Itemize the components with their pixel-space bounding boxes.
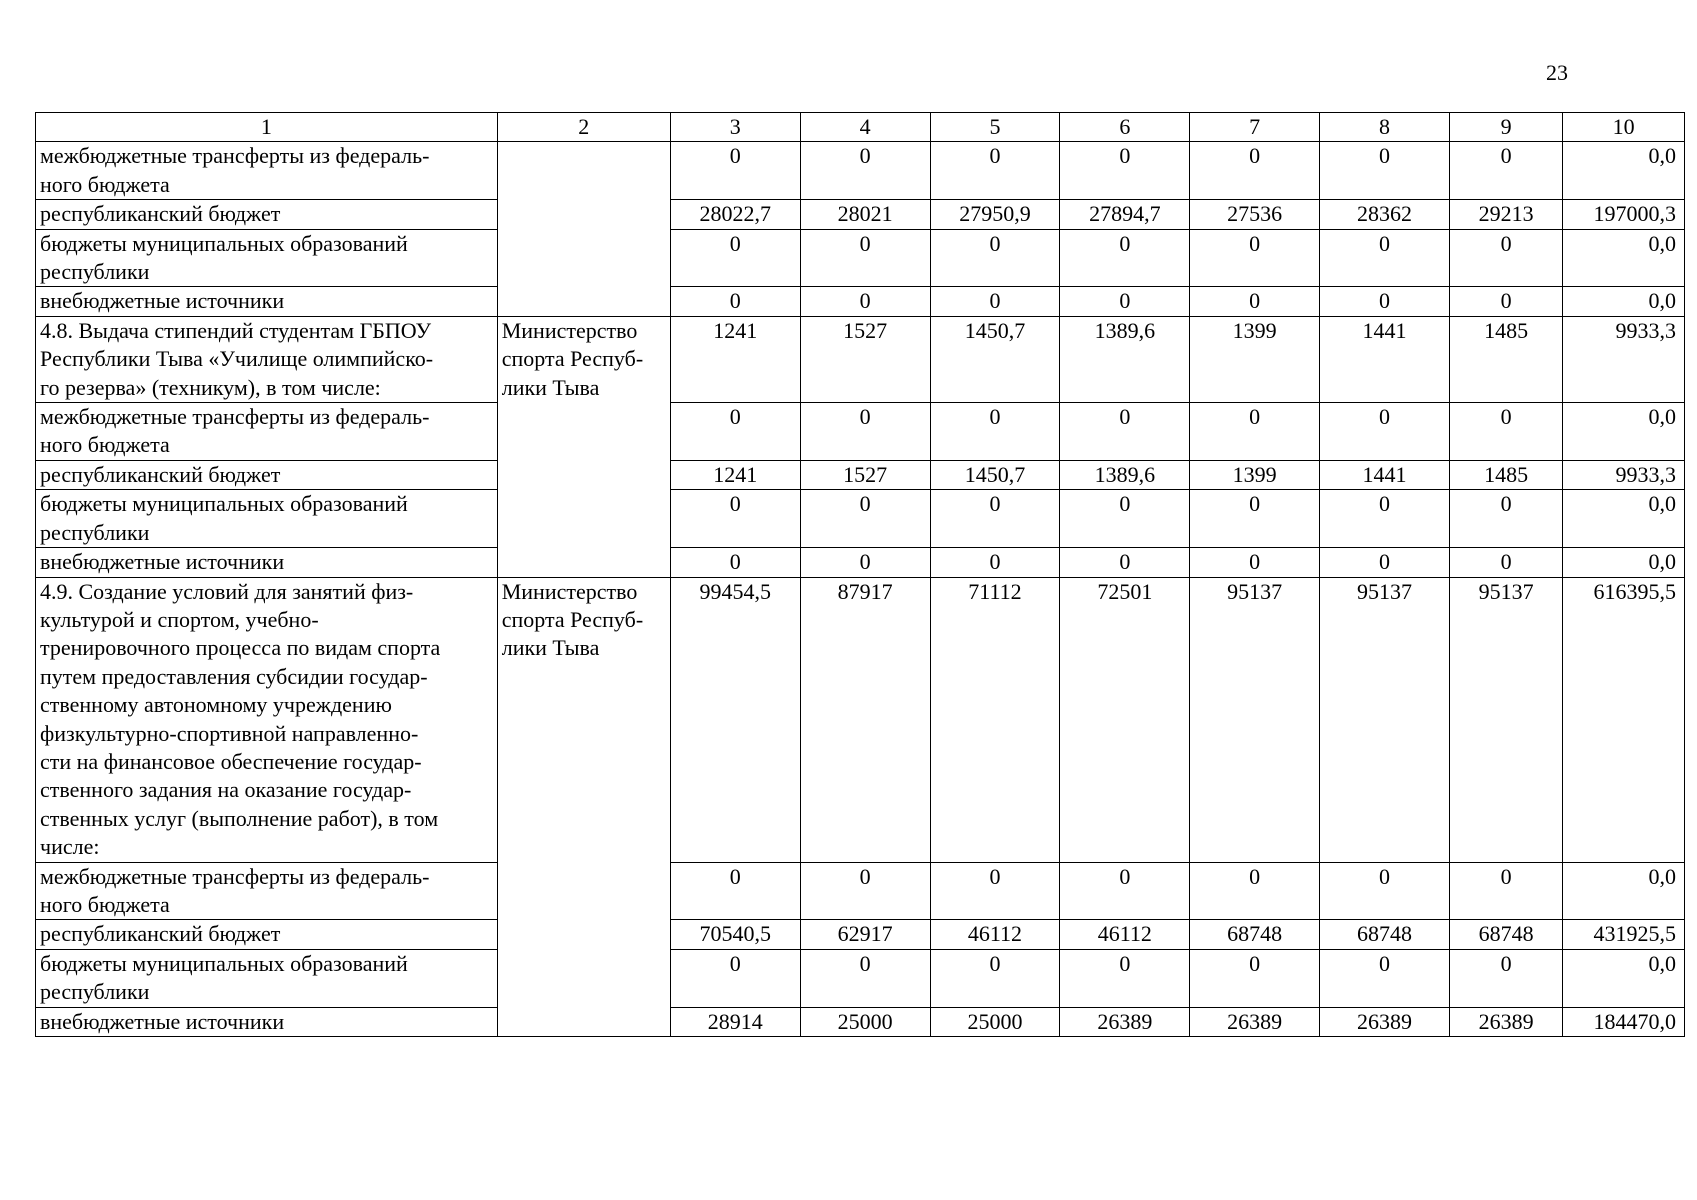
value-cell: 0 — [1449, 862, 1562, 920]
table-row — [36, 490, 1685, 548]
value-cell: 26389 — [1060, 1007, 1190, 1036]
table-row — [36, 403, 1685, 461]
value-cell: 95137 — [1320, 577, 1450, 862]
value-cell: 0,0 — [1563, 287, 1685, 316]
value-cell: 28022,7 — [670, 200, 800, 229]
value-cell: 0 — [800, 548, 930, 577]
table-row — [36, 142, 1685, 200]
value-cell: 0 — [930, 287, 1060, 316]
value-cell: 0 — [930, 229, 1060, 287]
row-label: республиканский бюджет — [36, 460, 498, 489]
value-cell: 616395,5 — [1563, 577, 1685, 862]
value-cell: 0 — [1060, 862, 1190, 920]
value-cell: 0 — [930, 862, 1060, 920]
table-row — [36, 1007, 1685, 1036]
table-row — [36, 548, 1685, 577]
value-cell: 0 — [1449, 142, 1562, 200]
value-cell: 0 — [1190, 142, 1320, 200]
row-label: республиканский бюджет — [36, 920, 498, 949]
value-cell: 0 — [1449, 287, 1562, 316]
value-cell: 0,0 — [1563, 949, 1685, 1007]
responsible-executor: Министерство спорта Респуб- лики Тыва — [497, 577, 670, 1037]
value-cell: 1527 — [800, 316, 930, 402]
value-cell: 0 — [670, 403, 800, 461]
value-cell: 0,0 — [1563, 142, 1685, 200]
value-cell: 95137 — [1449, 577, 1562, 862]
column-header-7: 7 — [1190, 113, 1320, 142]
value-cell: 28021 — [800, 200, 930, 229]
value-cell: 0 — [1449, 490, 1562, 548]
table-row — [36, 949, 1685, 1007]
value-cell: 0 — [1060, 229, 1190, 287]
value-cell: 0 — [1190, 548, 1320, 577]
value-cell: 27950,9 — [930, 200, 1060, 229]
value-cell: 0 — [800, 142, 930, 200]
value-cell: 0 — [1320, 490, 1450, 548]
value-cell: 0,0 — [1563, 229, 1685, 287]
value-cell: 0 — [1190, 287, 1320, 316]
value-cell: 0 — [670, 949, 800, 1007]
value-cell: 46112 — [930, 920, 1060, 949]
value-cell: 0,0 — [1563, 862, 1685, 920]
value-cell: 0 — [1320, 229, 1450, 287]
row-label: бюджеты муниципальных образований республики — [36, 229, 498, 287]
value-cell: 1389,6 — [1060, 460, 1190, 489]
value-cell: 0 — [800, 287, 930, 316]
value-cell: 0,0 — [1563, 490, 1685, 548]
value-cell: 0 — [800, 229, 930, 287]
table-row — [36, 229, 1685, 287]
column-header-9: 9 — [1449, 113, 1562, 142]
value-cell: 0 — [670, 142, 800, 200]
page-number: 23 — [1546, 60, 1568, 85]
row-label: 4.8. Выдача стипендий студентам ГБПОУ Республики Тыва «Училище олимпийско- го резерва» (техникум), в том числе: — [36, 316, 498, 402]
value-cell: 0 — [1320, 548, 1450, 577]
value-cell: 1450,7 — [930, 316, 1060, 402]
value-cell: 27894,7 — [1060, 200, 1190, 229]
value-cell: 184470,0 — [1563, 1007, 1685, 1036]
value-cell: 25000 — [800, 1007, 930, 1036]
value-cell: 0 — [930, 142, 1060, 200]
value-cell: 1399 — [1190, 316, 1320, 402]
value-cell: 0 — [800, 403, 930, 461]
column-header-1: 1 — [36, 113, 498, 142]
value-cell: 1527 — [800, 460, 930, 489]
table-row — [36, 200, 1685, 229]
table-row — [36, 577, 1685, 862]
value-cell: 0 — [1190, 490, 1320, 548]
value-cell: 0 — [670, 862, 800, 920]
value-cell: 1441 — [1320, 316, 1450, 402]
value-cell: 1485 — [1449, 316, 1562, 402]
column-header-5: 5 — [930, 113, 1060, 142]
value-cell: 68748 — [1320, 920, 1450, 949]
value-cell: 25000 — [930, 1007, 1060, 1036]
value-cell: 26389 — [1190, 1007, 1320, 1036]
column-header-6: 6 — [1060, 113, 1190, 142]
value-cell: 0 — [670, 229, 800, 287]
value-cell: 0 — [1320, 287, 1450, 316]
value-cell: 1241 — [670, 460, 800, 489]
value-cell: 0,0 — [1563, 548, 1685, 577]
value-cell: 0 — [1060, 490, 1190, 548]
row-label: внебюджетные источники — [36, 1007, 498, 1036]
column-header-2: 2 — [497, 113, 670, 142]
table-row — [36, 862, 1685, 920]
value-cell: 99454,5 — [670, 577, 800, 862]
value-cell: 28914 — [670, 1007, 800, 1036]
value-cell: 87917 — [800, 577, 930, 862]
value-cell: 0 — [1449, 403, 1562, 461]
row-label: республиканский бюджет — [36, 200, 498, 229]
value-cell: 197000,3 — [1563, 200, 1685, 229]
value-cell: 0 — [1060, 142, 1190, 200]
column-header-4: 4 — [800, 113, 930, 142]
responsible-executor: Министерство спорта Респуб- лики Тыва — [497, 316, 670, 577]
value-cell: 95137 — [1190, 577, 1320, 862]
value-cell: 0 — [1449, 949, 1562, 1007]
value-cell: 46112 — [1060, 920, 1190, 949]
value-cell: 0 — [1190, 229, 1320, 287]
value-cell: 1399 — [1190, 460, 1320, 489]
value-cell: 72501 — [1060, 577, 1190, 862]
value-cell: 431925,5 — [1563, 920, 1685, 949]
value-cell: 68748 — [1190, 920, 1320, 949]
row-label: внебюджетные источники — [36, 287, 498, 316]
value-cell: 0 — [1190, 403, 1320, 461]
value-cell: 71112 — [930, 577, 1060, 862]
column-header-8: 8 — [1320, 113, 1450, 142]
value-cell: 62917 — [800, 920, 930, 949]
value-cell: 29213 — [1449, 200, 1562, 229]
value-cell: 0 — [800, 949, 930, 1007]
value-cell: 26389 — [1320, 1007, 1450, 1036]
value-cell: 0 — [1320, 949, 1450, 1007]
value-cell: 1441 — [1320, 460, 1450, 489]
value-cell: 9933,3 — [1563, 316, 1685, 402]
value-cell: 0,0 — [1563, 403, 1685, 461]
table-header-row — [36, 113, 1685, 142]
value-cell: 0 — [800, 490, 930, 548]
column-header-10: 10 — [1563, 113, 1685, 142]
value-cell: 1485 — [1449, 460, 1562, 489]
value-cell: 0 — [670, 490, 800, 548]
row-label: межбюджетные трансферты из федераль- ного бюджета — [36, 862, 498, 920]
value-cell: 0 — [1060, 548, 1190, 577]
column-header-3: 3 — [670, 113, 800, 142]
table-row — [36, 920, 1685, 949]
table-row — [36, 316, 1685, 402]
value-cell: 9933,3 — [1563, 460, 1685, 489]
value-cell: 26389 — [1449, 1007, 1562, 1036]
value-cell: 0 — [930, 548, 1060, 577]
row-label: бюджеты муниципальных образований республики — [36, 490, 498, 548]
value-cell: 0 — [1060, 287, 1190, 316]
row-label: бюджеты муниципальных образований республики — [36, 949, 498, 1007]
value-cell: 0 — [1449, 229, 1562, 287]
value-cell: 0 — [1320, 403, 1450, 461]
value-cell: 0 — [930, 949, 1060, 1007]
value-cell: 0 — [800, 862, 930, 920]
value-cell: 0 — [1060, 949, 1190, 1007]
responsible-executor — [497, 142, 670, 316]
row-label: внебюджетные источники — [36, 548, 498, 577]
value-cell: 0 — [1190, 862, 1320, 920]
row-label: 4.9. Создание условий для занятий физ- культурой и спортом, учебно- тренировочного процесса по видам спорта путем предоставления субсидии государ- ственному автономному учреждению физкультурно-спортивной направленно- сти на финансовое обеспечение государ- ственного задания на оказание государ- ственных услуг (выполнение работ), в том числе: — [36, 577, 498, 862]
value-cell: 0 — [670, 548, 800, 577]
value-cell: 0 — [1449, 548, 1562, 577]
value-cell: 0 — [930, 403, 1060, 461]
value-cell: 0 — [1190, 949, 1320, 1007]
row-label: межбюджетные трансферты из федераль- ного бюджета — [36, 142, 498, 200]
row-label: межбюджетные трансферты из федераль- ного бюджета — [36, 403, 498, 461]
value-cell: 0 — [670, 287, 800, 316]
value-cell: 28362 — [1320, 200, 1450, 229]
value-cell: 0 — [1060, 403, 1190, 461]
budget-table — [35, 112, 1685, 1037]
table-row — [36, 460, 1685, 489]
value-cell: 0 — [1320, 862, 1450, 920]
value-cell: 68748 — [1449, 920, 1562, 949]
value-cell: 1389,6 — [1060, 316, 1190, 402]
value-cell: 27536 — [1190, 200, 1320, 229]
value-cell: 1450,7 — [930, 460, 1060, 489]
value-cell: 0 — [930, 490, 1060, 548]
value-cell: 70540,5 — [670, 920, 800, 949]
value-cell: 0 — [1320, 142, 1450, 200]
value-cell: 1241 — [670, 316, 800, 402]
table-row — [36, 287, 1685, 316]
